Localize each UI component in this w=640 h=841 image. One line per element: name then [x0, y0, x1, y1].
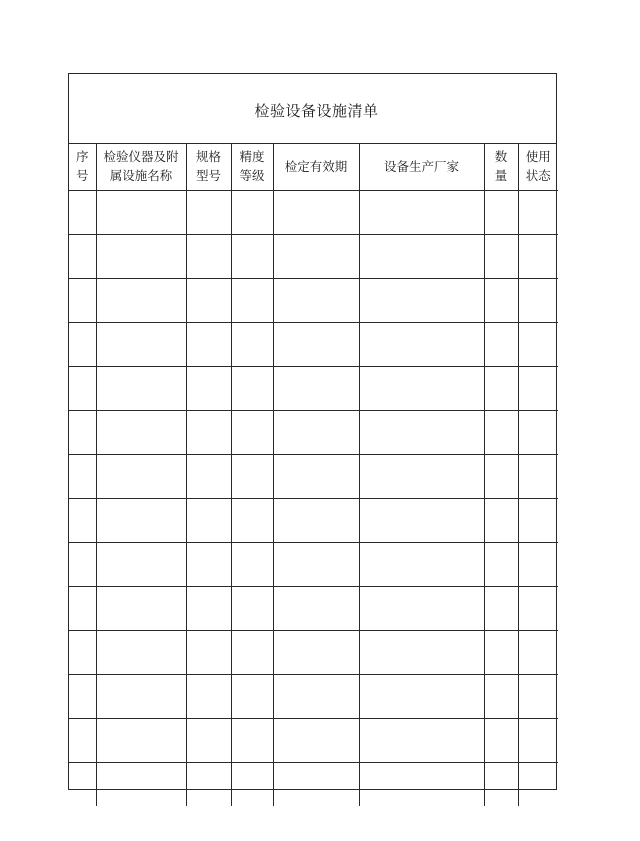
table-cell-model[interactable] — [186, 674, 231, 718]
table-cell-model[interactable] — [186, 542, 231, 586]
table-cell-validity[interactable] — [273, 190, 359, 234]
table-row — [69, 630, 558, 674]
table-cell-qty[interactable] — [484, 322, 518, 366]
table-cell-validity[interactable] — [273, 410, 359, 454]
table-cell-status[interactable] — [518, 454, 558, 498]
table-cell-status[interactable] — [518, 498, 558, 542]
table-cell-grade[interactable] — [231, 762, 273, 806]
table-cell-validity[interactable] — [273, 674, 359, 718]
table-cell-name[interactable] — [96, 454, 186, 498]
table-cell-status[interactable] — [518, 762, 558, 806]
table-cell-status[interactable] — [518, 718, 558, 762]
header-cell-qty: 数量 — [484, 143, 518, 190]
table-cell-model[interactable] — [186, 630, 231, 674]
table-cell-name[interactable] — [96, 762, 186, 806]
table-cell-name[interactable] — [96, 278, 186, 322]
table-cell-grade[interactable] — [231, 366, 273, 410]
table-cell-status[interactable] — [518, 542, 558, 586]
table-cell-maker[interactable] — [359, 410, 484, 454]
header-cell-model: 规格型号 — [186, 143, 231, 190]
table-cell-grade[interactable] — [231, 278, 273, 322]
table-cell-model[interactable] — [186, 762, 231, 806]
table-cell-status[interactable] — [518, 190, 558, 234]
table-cell-grade[interactable] — [231, 190, 273, 234]
table-cell-name[interactable] — [96, 234, 186, 278]
table-row — [69, 322, 558, 366]
header-cell-name: 检验仪器及附属设施名称 — [96, 143, 186, 190]
table-cell-maker[interactable] — [359, 586, 484, 630]
table-cell-grade[interactable] — [231, 586, 273, 630]
table-cell-qty[interactable] — [484, 542, 518, 586]
table-body — [69, 190, 558, 806]
table-cell-qty[interactable] — [484, 674, 518, 718]
table-cell-qty[interactable] — [484, 630, 518, 674]
table-cell-status[interactable] — [518, 674, 558, 718]
table-cell-name[interactable] — [96, 542, 186, 586]
title-row — [69, 74, 556, 144]
table-cell-status[interactable] — [518, 630, 558, 674]
table-cell-name[interactable] — [96, 586, 186, 630]
table-cell-validity[interactable] — [273, 718, 359, 762]
header-cell-status: 使用状态 — [518, 143, 558, 190]
table-cell-grade[interactable] — [231, 674, 273, 718]
table-cell-maker[interactable] — [359, 630, 484, 674]
table-row — [69, 498, 558, 542]
table-cell-index[interactable] — [69, 762, 96, 806]
table-cell-maker[interactable] — [359, 718, 484, 762]
table-cell-name[interactable] — [96, 718, 186, 762]
header-row — [69, 143, 558, 190]
table-cell-status[interactable] — [518, 278, 558, 322]
table-cell-index[interactable] — [69, 630, 96, 674]
table-cell-validity[interactable] — [273, 630, 359, 674]
table-cell-maker[interactable] — [359, 234, 484, 278]
table-row — [69, 762, 558, 806]
table-cell-validity[interactable] — [273, 234, 359, 278]
table-cell-qty[interactable] — [484, 410, 518, 454]
table-cell-qty[interactable] — [484, 366, 518, 410]
table-cell-maker[interactable] — [359, 498, 484, 542]
table-row — [69, 234, 558, 278]
table-cell-validity[interactable] — [273, 454, 359, 498]
table-cell-maker[interactable] — [359, 322, 484, 366]
table-cell-name[interactable] — [96, 410, 186, 454]
table-cell-status[interactable] — [518, 410, 558, 454]
table-cell-model[interactable] — [186, 454, 231, 498]
table-cell-model[interactable] — [186, 366, 231, 410]
table-cell-index[interactable] — [69, 234, 96, 278]
table-cell-validity[interactable] — [273, 762, 359, 806]
table-cell-model[interactable] — [186, 278, 231, 322]
header-cell-validity: 检定有效期 — [273, 143, 359, 190]
table-cell-name[interactable] — [96, 630, 186, 674]
equipment-table — [69, 143, 558, 806]
table-cell-qty[interactable] — [484, 234, 518, 278]
table-cell-name[interactable] — [96, 190, 186, 234]
table-cell-index[interactable] — [69, 718, 96, 762]
table-cell-name[interactable] — [96, 498, 186, 542]
table-cell-qty[interactable] — [484, 762, 518, 806]
table-row — [69, 586, 558, 630]
equipment-list-form — [68, 73, 557, 790]
table-cell-validity[interactable] — [273, 498, 359, 542]
table-cell-grade[interactable] — [231, 454, 273, 498]
table-cell-index[interactable] — [69, 454, 96, 498]
table-cell-index[interactable] — [69, 322, 96, 366]
table-cell-status[interactable] — [518, 234, 558, 278]
table-cell-grade[interactable] — [231, 718, 273, 762]
table-cell-maker[interactable] — [359, 278, 484, 322]
table-cell-status[interactable] — [518, 322, 558, 366]
table-cell-index[interactable] — [69, 498, 96, 542]
table-cell-qty[interactable] — [484, 454, 518, 498]
table-cell-status[interactable] — [518, 366, 558, 410]
table-cell-qty[interactable] — [484, 718, 518, 762]
table-row — [69, 366, 558, 410]
table-cell-validity[interactable] — [273, 322, 359, 366]
table-cell-qty[interactable] — [484, 498, 518, 542]
table-row — [69, 278, 558, 322]
table-cell-index[interactable] — [69, 674, 96, 718]
table-row — [69, 674, 558, 718]
table-cell-maker[interactable] — [359, 542, 484, 586]
table-cell-model[interactable] — [186, 498, 231, 542]
table-cell-grade[interactable] — [231, 234, 273, 278]
table-cell-model[interactable] — [186, 322, 231, 366]
table-cell-grade[interactable] — [231, 498, 273, 542]
table-row — [69, 190, 558, 234]
table-row — [69, 718, 558, 762]
table-cell-maker[interactable] — [359, 762, 484, 806]
table-cell-model[interactable] — [186, 410, 231, 454]
table-cell-validity[interactable] — [273, 586, 359, 630]
table-cell-name[interactable] — [96, 674, 186, 718]
table-row — [69, 410, 558, 454]
table-cell-validity[interactable] — [273, 278, 359, 322]
table-row — [69, 542, 558, 586]
table-row — [69, 454, 558, 498]
table-cell-grade[interactable] — [231, 410, 273, 454]
table-cell-maker[interactable] — [359, 190, 484, 234]
table-cell-index[interactable] — [69, 278, 96, 322]
table-cell-name[interactable] — [96, 322, 186, 366]
table-cell-index[interactable] — [69, 366, 96, 410]
table-cell-index[interactable] — [69, 542, 96, 586]
table-cell-validity[interactable] — [273, 542, 359, 586]
table-cell-model[interactable] — [186, 718, 231, 762]
table-cell-qty[interactable] — [484, 586, 518, 630]
table-cell-status[interactable] — [518, 586, 558, 630]
table-cell-name[interactable] — [96, 366, 186, 410]
table-cell-index[interactable] — [69, 190, 96, 234]
table-cell-model[interactable] — [186, 190, 231, 234]
table-cell-model[interactable] — [186, 586, 231, 630]
table-cell-index[interactable] — [69, 410, 96, 454]
header-cell-grade: 精度等级 — [231, 143, 273, 190]
table-cell-maker[interactable] — [359, 454, 484, 498]
table-cell-index[interactable] — [69, 586, 96, 630]
header-cell-maker: 设备生产厂家 — [359, 143, 484, 190]
table-cell-grade[interactable] — [231, 542, 273, 586]
table-cell-maker[interactable] — [359, 366, 484, 410]
table-cell-qty[interactable] — [484, 190, 518, 234]
table-cell-qty[interactable] — [484, 278, 518, 322]
header-cell-index: 序号 — [69, 143, 96, 190]
table-cell-grade[interactable] — [231, 322, 273, 366]
table-cell-validity[interactable] — [273, 366, 359, 410]
table-cell-grade[interactable] — [231, 630, 273, 674]
page-title: 检验设备设施清单 — [254, 102, 379, 120]
table-cell-model[interactable] — [186, 234, 231, 278]
table-cell-maker[interactable] — [359, 674, 484, 718]
